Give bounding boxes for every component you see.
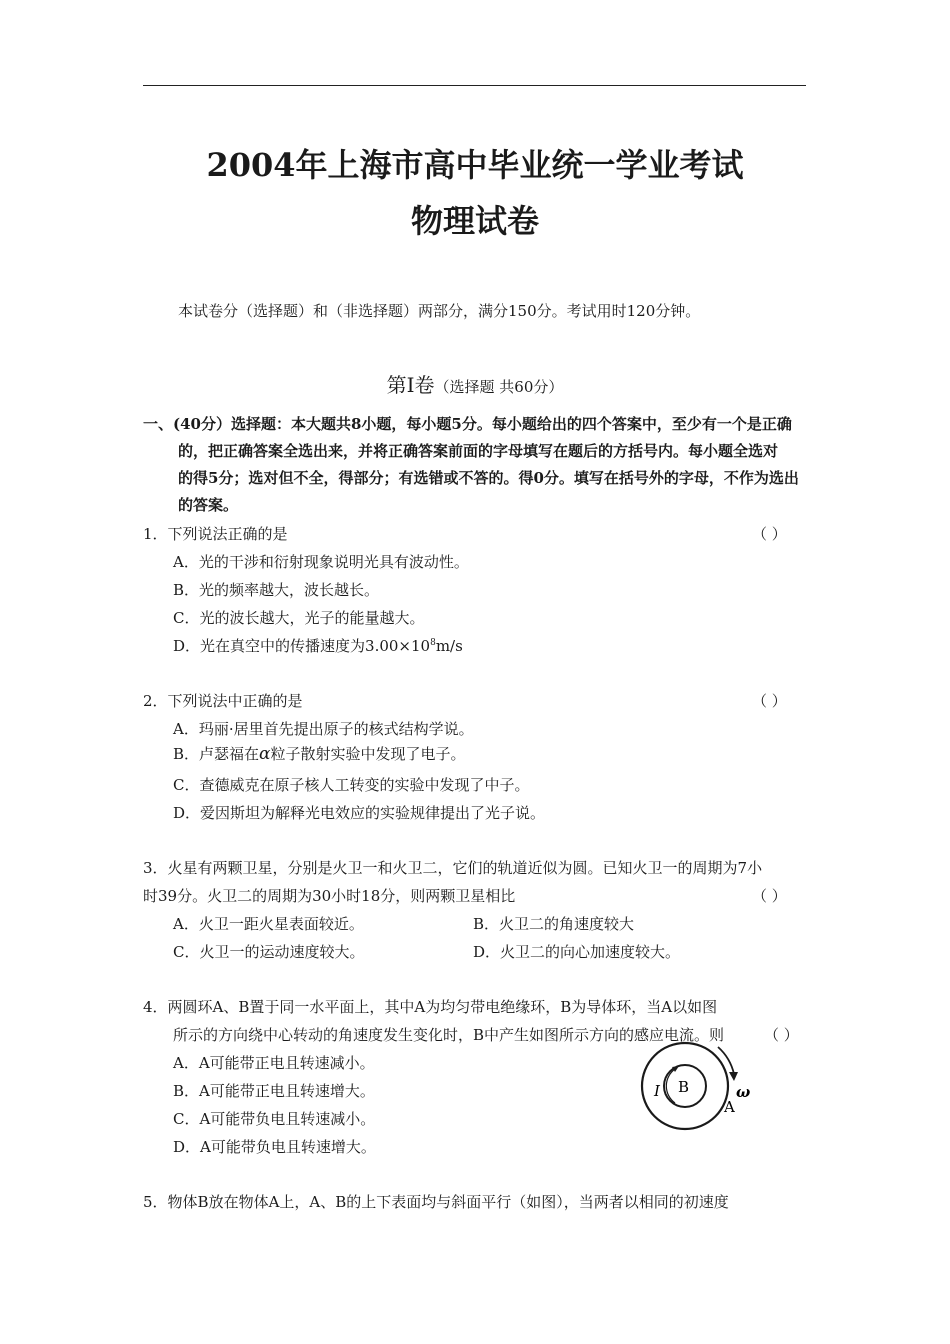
option-d-unit: m/s — [435, 637, 463, 655]
question-3-stem-cont: 时39分。火卫二的周期为30小时18分，则两颗卫星相比 — [143, 887, 516, 905]
instructions-line: 一、(40分）选择题：本大题共8小题，每小题5分。每小题给出的四个答案中，至少有一个是正确 — [143, 415, 792, 433]
ring-b-label: B — [678, 1078, 690, 1096]
question-4-option-c: C．A可能带负电且转速减小。 — [173, 1110, 376, 1128]
question-4-stem: 4．两圆环A、B置于同一水平面上，其中A为均匀带电绝缘环，B为导体环，当A以如图 — [143, 998, 718, 1016]
instructions-line: 的答案。 — [178, 496, 239, 514]
omega-label: ω — [736, 1083, 751, 1101]
volume-label: 第Ⅰ卷 — [386, 373, 435, 397]
question-2-answer-paren: （ ） — [752, 692, 787, 710]
question-4-answer-paren: （ ） — [764, 1026, 799, 1044]
question-2-option-c: C．查德威克在原子核人工转变的实验中发现了中子。 — [173, 776, 530, 794]
exam-intro: 本试卷分（选择题）和（非选择题）两部分，满分150分。考试用时120分钟。 — [178, 302, 701, 320]
question-1-option-b: B．光的频率越大，波长越长。 — [173, 581, 380, 599]
question-1-option-c: C．光的波长越大，光子的能量越大。 — [173, 609, 425, 627]
question-4-stem-cont: 所示的方向绕中心转动的角速度发生变化时，B中产生如图所示方向的感应电流。则 — [173, 1026, 725, 1044]
instructions-line: 的得5分；选对但不全，得部分；有选错或不答的。得0分。填写在括号外的字母，不作为选出 — [178, 469, 799, 487]
question-4-option-d: D．A可能带负电且转速增大。 — [173, 1138, 376, 1156]
question-1-stem: 1．下列说法正确的是 — [143, 525, 288, 543]
question-4-option-a: A．A可能带正电且转速减小。 — [173, 1054, 375, 1072]
option-d-text: D．光在真空中的传播速度为3.00×10 — [173, 637, 431, 655]
question-2-option-a: A．玛丽·居里首先提出原子的核式结构学说。 — [173, 720, 474, 738]
option-b-text-end: 粒子散射实验中发现了电子。 — [270, 745, 466, 763]
volume-heading — [0, 369, 950, 398]
question-5-stem: 5．物体B放在物体A上，A、B的上下表面均与斜面平行（如图），当两者以相同的初速度 — [143, 1193, 729, 1211]
question-3-option-d: D．火卫二的向心加速度较大。 — [473, 943, 681, 961]
question-4-option-b: B．A可能带正电且转速增大。 — [173, 1082, 375, 1100]
section-instructions — [143, 411, 811, 519]
question-1-option-a: A．光的干涉和衍射现象说明光具有波动性。 — [173, 553, 469, 571]
question-3-stem: 3．火星有两颗卫星，分别是火卫一和火卫二，它们的轨道近似为圆。已知火卫一的周期为7小 — [143, 859, 763, 877]
ring-a-label: A — [724, 1098, 735, 1116]
question-3-answer-paren: （ ） — [752, 887, 787, 905]
volume-note: （选择题 共60分） — [434, 378, 564, 396]
question-2-option-d: D．爱因斯坦为解释光电效应的实验规律提出了光子说。 — [173, 804, 546, 822]
question-3-option-a: A．火卫一距火星表面较近。 — [173, 915, 364, 933]
exponent: 8 — [430, 638, 436, 648]
ring-figure — [630, 1036, 770, 1136]
question-2-stem: 2．下列说法中正确的是 — [143, 692, 303, 710]
current-label: I — [654, 1082, 660, 1100]
rotation-arrow-head — [729, 1072, 738, 1081]
question-3-option-c: C．火卫一的运动速度较大。 — [173, 943, 365, 961]
page-title: 2004年上海市高中毕业统一学业考试 — [206, 146, 744, 184]
question-2-option-b — [173, 743, 466, 764]
page-subtitle: 物理试卷 — [410, 202, 539, 240]
question-3-option-b: B．火卫二的角速度较大 — [473, 915, 635, 933]
alpha-symbol: α — [259, 744, 271, 764]
top-rule — [143, 85, 806, 86]
question-1-option-d — [173, 635, 463, 656]
instructions-line: 的，把正确答案全选出来，并将正确答案前面的字母填写在题后的方括号内。每小题全选对 — [178, 442, 779, 460]
option-b-text: B．卢瑟福在 — [173, 745, 260, 763]
question-1-answer-paren: （ ） — [752, 525, 787, 543]
